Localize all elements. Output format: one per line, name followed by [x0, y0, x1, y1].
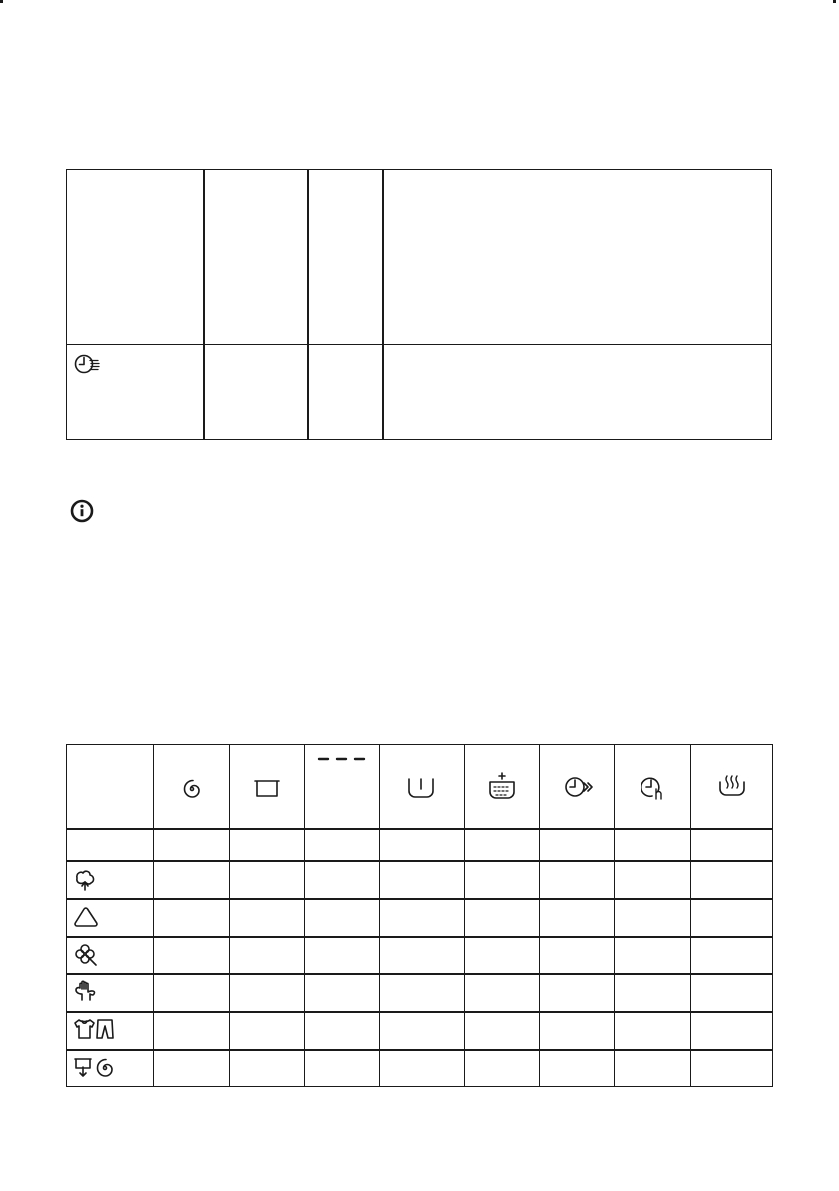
program-table: [66, 169, 772, 440]
column-divider: [614, 745, 615, 1086]
column-divider: [304, 745, 305, 1086]
delay-start-icon: [641, 775, 665, 801]
info-icon: [70, 499, 94, 523]
column-divider: [690, 745, 691, 1086]
row-divider: [67, 973, 772, 975]
table-row: [67, 345, 771, 441]
rinse-spin-icon: [73, 1056, 115, 1080]
row-divider: [67, 1049, 772, 1051]
page-top-edge: [0, 0, 836, 3]
synthetics-icon: [74, 906, 98, 928]
delicates-icon: [74, 943, 98, 967]
column-divider: [379, 745, 380, 1086]
cotton-icon: [74, 869, 96, 891]
table-row: [67, 170, 771, 345]
options-table: [66, 744, 773, 1087]
crop-mark-right: [833, 0, 836, 3]
column-divider: [153, 745, 154, 1086]
column-divider: [307, 170, 309, 439]
column-divider: [203, 170, 205, 439]
basin-icon: [254, 778, 280, 798]
column-divider: [464, 745, 465, 1086]
mixed-clothes-icon: [73, 1018, 115, 1040]
spin-icon: [182, 779, 202, 799]
row-divider: [67, 1011, 772, 1013]
row-divider: [67, 936, 772, 938]
column-divider: [539, 745, 540, 1086]
crop-mark-left: [0, 0, 3, 3]
time-save-icon: [564, 775, 594, 799]
dashes-icon: [317, 755, 367, 763]
row-divider: [67, 898, 772, 900]
extra-rinse-icon: [488, 772, 516, 800]
column-divider: [382, 170, 384, 439]
row-divider: [67, 860, 772, 862]
wool-hand-icon: [74, 980, 98, 1002]
column-divider: [229, 745, 230, 1086]
rinse-icon: [407, 777, 435, 799]
steam-icon: [718, 773, 746, 797]
timer-fast-icon: [74, 353, 102, 375]
row-divider: [67, 828, 772, 830]
